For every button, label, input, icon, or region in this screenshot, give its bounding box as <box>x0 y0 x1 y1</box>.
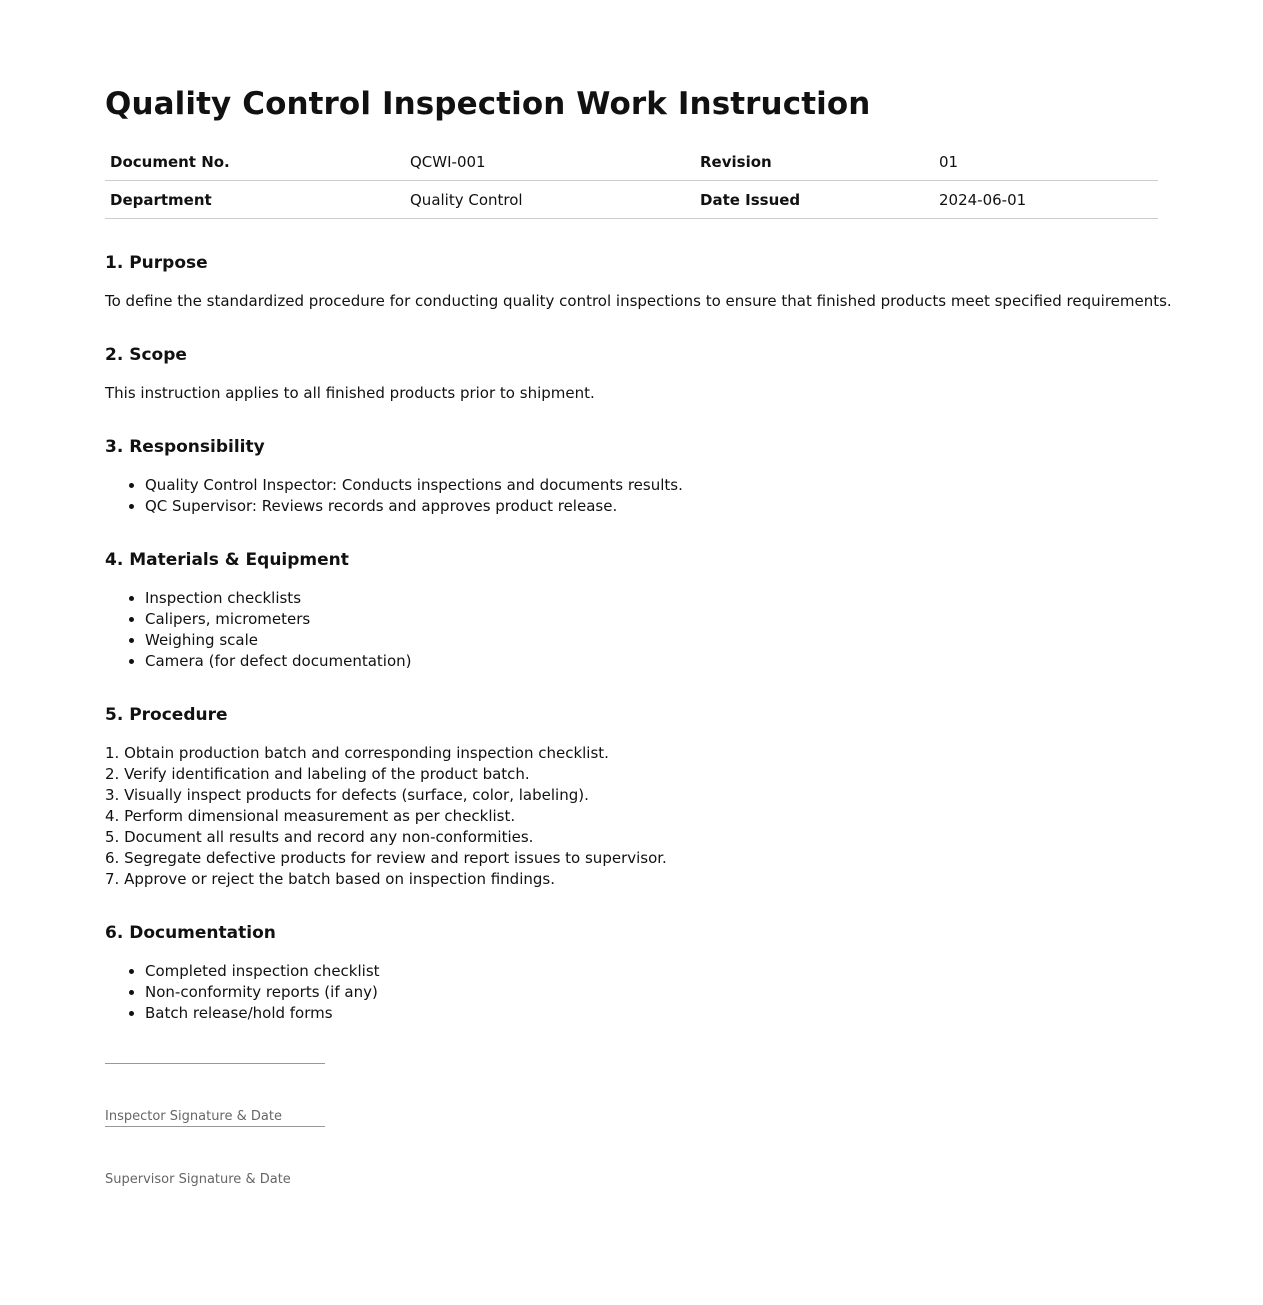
procedure-steps <box>105 743 667 890</box>
list-item: • Non-conformity reports (if any) <box>145 982 380 1003</box>
list-item: • Weighing scale <box>145 630 412 651</box>
procedure-step: 7. Approve or reject the batch based on inspection findings. <box>105 870 555 888</box>
list-item: • Inspection checklists <box>145 588 412 609</box>
responsibility-list <box>105 475 683 517</box>
inspector-signature-line <box>105 1063 325 1064</box>
procedure-step: 6. Segregate defective products for review and report issues to supervisor. <box>105 849 667 867</box>
purpose-text: To define the standardized procedure for conducting quality control inspections to ensure that finished products meet specified requirements. <box>105 292 1172 310</box>
supervisor-signature-label: Supervisor Signature & Date <box>105 1172 291 1187</box>
procedure-step: 5. Document all results and record any non-conformities. <box>105 828 534 846</box>
list-item: • Completed inspection checklist <box>145 961 380 982</box>
list-item: • Calipers, micrometers <box>145 609 412 630</box>
documentation-heading: 6. Documentation <box>105 923 276 943</box>
procedure-heading: 5. Procedure <box>105 705 228 725</box>
meta-label-document-no: Document No. <box>105 143 405 181</box>
responsibility-heading: 3. Responsibility <box>105 437 265 457</box>
list-item: • Camera (for defect documentation) <box>145 651 412 672</box>
procedure-step: 2. Verify identification and labeling of the product batch. <box>105 765 530 783</box>
materials-list <box>105 588 412 672</box>
procedure-step: 4. Perform dimensional measurement as per checklist. <box>105 807 516 825</box>
list-item: • Quality Control Inspector: Conducts inspections and documents results. <box>145 475 683 496</box>
document-meta-table <box>105 143 1158 219</box>
meta-label-revision: Revision <box>695 143 934 181</box>
meta-value-document-no: QCWI-001 <box>405 143 695 181</box>
inspector-signature-label: Inspector Signature & Date <box>105 1109 282 1124</box>
procedure-step: 3. Visually inspect products for defects (surface, color, labeling). <box>105 786 589 804</box>
supervisor-signature-line <box>105 1126 325 1127</box>
scope-text: This instruction applies to all finished products prior to shipment. <box>105 384 595 402</box>
meta-label-date-issued: Date Issued <box>695 181 934 219</box>
meta-value-revision: 01 <box>934 143 1158 181</box>
meta-label-department: Department <box>105 181 405 219</box>
purpose-heading: 1. Purpose <box>105 253 208 273</box>
scope-heading: 2. Scope <box>105 345 187 365</box>
documentation-list <box>105 961 380 1024</box>
meta-value-department: Quality Control <box>405 181 695 219</box>
meta-row <box>105 143 1158 181</box>
document-title: Quality Control Inspection Work Instruction <box>105 86 871 122</box>
materials-heading: 4. Materials & Equipment <box>105 550 349 570</box>
list-item: • QC Supervisor: Reviews records and approves product release. <box>145 496 683 517</box>
list-item: • Batch release/hold forms <box>145 1003 380 1024</box>
meta-value-date-issued: 2024-06-01 <box>934 181 1158 219</box>
meta-row <box>105 181 1158 219</box>
procedure-step: 1. Obtain production batch and corresponding inspection checklist. <box>105 744 609 762</box>
